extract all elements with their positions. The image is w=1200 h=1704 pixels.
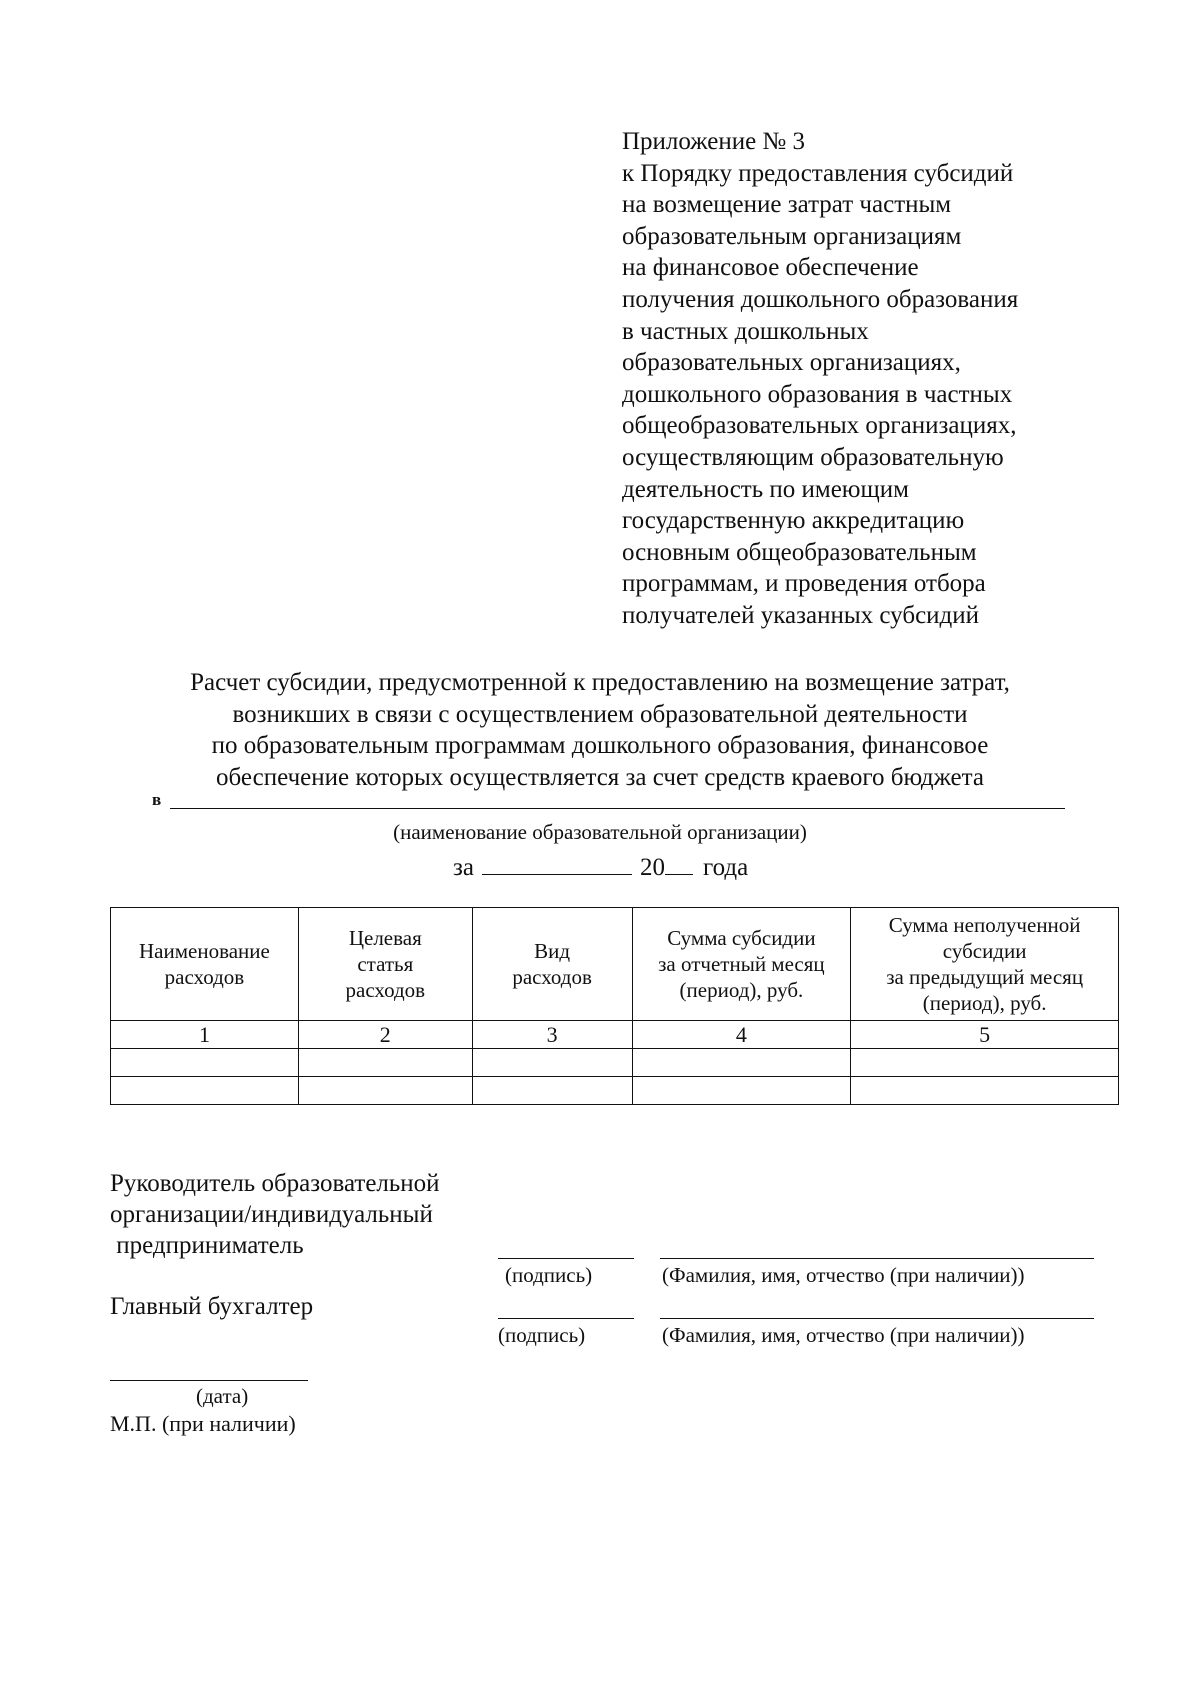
col-number: 1: [111, 1021, 299, 1049]
appendix-line: на возмещение затрат частным: [622, 191, 952, 219]
date-field[interactable]: [110, 1380, 308, 1381]
table-cell[interactable]: [632, 1077, 851, 1105]
head-signatory-label: Руководитель образовательной организации/индивидуальный предприниматель: [110, 1170, 440, 1259]
col-header-target-article: Целевая статья расходов: [298, 908, 472, 1021]
head-name-caption: (Фамилия, имя, отчество (при наличии)): [662, 1263, 1025, 1287]
title-line: Расчет субсидии, предусмотренной к предоставлению на возмещение затрат,: [190, 669, 1010, 696]
year-prefix: 20: [639, 854, 665, 881]
col-header-unreceived-sum: Сумма неполученной субсидии за предыдущий месяц (период), руб.: [851, 908, 1119, 1021]
appendix-line: на финансовое обеспечение: [622, 254, 919, 282]
year-suffix: года: [702, 854, 749, 881]
col-number: 4: [632, 1021, 851, 1049]
col-number: 2: [298, 1021, 472, 1049]
table-header-row: [111, 908, 1119, 1021]
chief-accountant-label: Главный бухгалтер: [110, 1293, 314, 1320]
appendix-line: образовательным организациям: [622, 222, 962, 250]
head-signature-caption: (подпись): [505, 1263, 593, 1287]
table-cell[interactable]: [851, 1049, 1119, 1077]
table-cell[interactable]: [111, 1049, 299, 1077]
appendix-line: программам, и проведения отбора: [622, 570, 986, 598]
col-header-expense-name: Наименование расходов: [111, 908, 299, 1021]
table-cell[interactable]: [111, 1077, 299, 1105]
appendix-header: [622, 126, 1142, 632]
table-cell[interactable]: [851, 1077, 1119, 1105]
period-za: за: [453, 854, 474, 881]
appendix-line: государственную аккредитацию: [622, 507, 965, 535]
org-name-caption: (наименование образовательной организации): [393, 820, 807, 844]
col-header-expense-type: Вид расходов: [472, 908, 632, 1021]
appendix-line: получения дошкольного образования: [622, 285, 1019, 313]
chief-signature-caption: (подпись): [498, 1323, 586, 1347]
appendix-line: осуществляющим образовательную: [622, 443, 1004, 471]
chief-name-field[interactable]: [660, 1318, 1094, 1319]
stamp-place-label: М.П. (при наличии): [110, 1411, 296, 1436]
chief-name-caption: (Фамилия, имя, отчество (при наличии)): [662, 1323, 1025, 1347]
col-number: 3: [472, 1021, 632, 1049]
table-cell[interactable]: [632, 1049, 851, 1077]
org-prefix: в: [152, 790, 162, 809]
chief-signature-field[interactable]: [498, 1318, 634, 1319]
org-name-field[interactable]: [170, 808, 1065, 809]
appendix-line: деятельность по имеющим: [622, 475, 909, 503]
title-line: обеспечение которых осуществляется за счет средств краевого бюджета: [216, 763, 984, 791]
col-number: 5: [851, 1021, 1119, 1049]
appendix-line: образовательных организациях,: [622, 349, 961, 377]
table-cell[interactable]: [298, 1077, 472, 1105]
appendix-line: общеобразовательных организациях,: [622, 412, 1017, 440]
period-field[interactable]: [482, 850, 632, 875]
appendix-line: к Порядку предоставления субсидий: [622, 159, 1014, 187]
table-cell[interactable]: [298, 1049, 472, 1077]
title-line: возникших в связи с осуществлением образовательной деятельности: [232, 700, 968, 728]
table-row: [111, 1077, 1119, 1105]
subsidy-table: [110, 907, 1119, 1105]
table-number-row: [111, 1021, 1119, 1049]
table-cell[interactable]: [472, 1077, 632, 1105]
head-name-field[interactable]: [660, 1258, 1094, 1259]
year-field[interactable]: [665, 850, 693, 875]
date-caption: (дата): [196, 1384, 249, 1408]
period-row: [453, 850, 748, 882]
appendix-line: дошкольного образования в частных: [622, 380, 1013, 408]
appendix-line: основным общеобразовательным: [622, 538, 977, 566]
document-title: [100, 667, 1100, 793]
appendix-line: Приложение № 3: [622, 128, 806, 155]
appendix-line: получателей указанных субсидий: [622, 601, 980, 629]
appendix-line: в частных дошкольных: [622, 317, 869, 345]
title-line: по образовательным программам дошкольного образования, финансовое: [211, 732, 989, 759]
head-signature-field[interactable]: [498, 1258, 634, 1259]
table-row: [111, 1049, 1119, 1077]
table-cell[interactable]: [472, 1049, 632, 1077]
col-header-subsidy-sum: Сумма субсидии за отчетный месяц (период), руб.: [632, 908, 851, 1021]
